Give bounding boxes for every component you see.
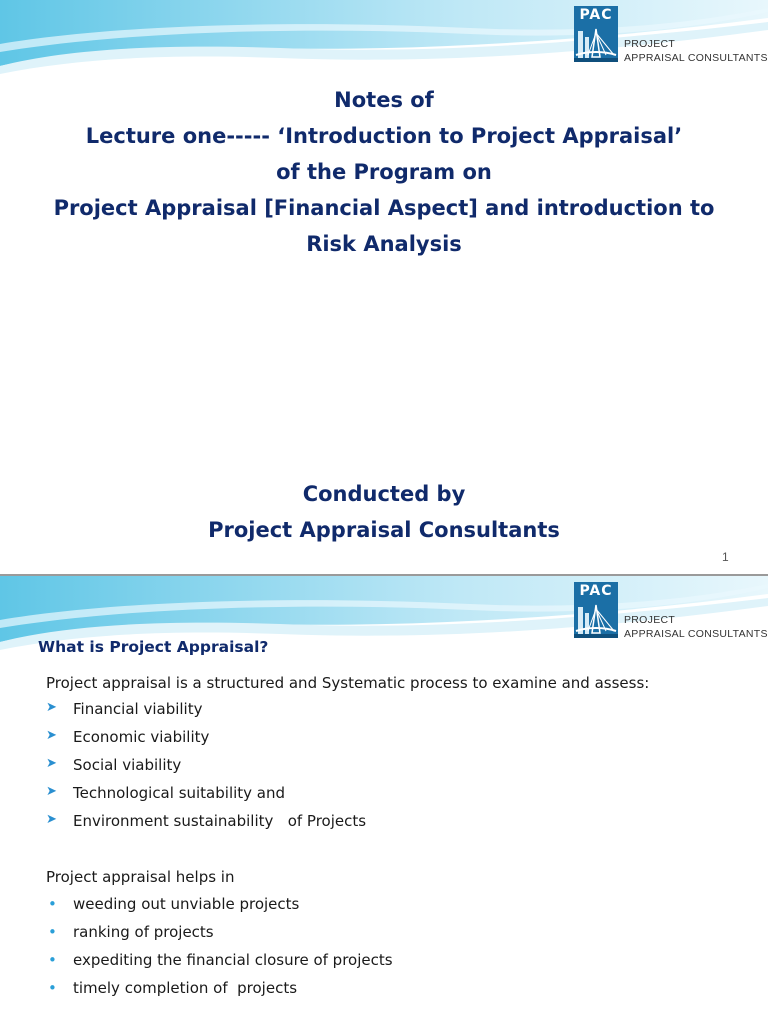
list-item-text: Economic viability (73, 728, 210, 746)
bridge-icon (574, 601, 618, 638)
pac-logo (574, 582, 768, 642)
list-item (46, 784, 286, 806)
section-heading: What is Project Appraisal? (38, 638, 269, 656)
arrow-bullet-icon: ➤ (46, 756, 57, 771)
logo-letters: PAC (579, 583, 613, 599)
list-item-text: expediting the financial closure of projects (73, 951, 393, 969)
list-item (46, 812, 367, 834)
arrow-bullet-icon: ➤ (46, 700, 57, 715)
conducted-line: Conducted by (302, 482, 466, 506)
slide-title (0, 82, 768, 262)
title-line: Risk Analysis (306, 232, 462, 256)
logo-line-1: PROJECT (624, 38, 676, 50)
title-line: Notes of (334, 88, 434, 112)
list-item (46, 756, 182, 778)
dot-bullet-icon: • (48, 895, 57, 913)
logo-box (574, 582, 618, 638)
list-item-text: Environment sustainability of Projects (73, 812, 367, 830)
list-item (46, 979, 298, 1001)
dot-bullet-icon: • (48, 923, 57, 941)
page-number: 1 (722, 550, 729, 564)
title-line: Project Appraisal [Financial Aspect] and introduction to (53, 196, 715, 220)
dot-bullet-icon: • (48, 979, 57, 997)
list-item (46, 895, 300, 917)
helps-intro-text: Project appraisal helps in (46, 868, 235, 886)
list-item-text: timely completion of projects (73, 979, 298, 997)
logo-line-2: APPRAISAL CONSULTANTS (624, 52, 768, 64)
arrow-bullet-icon: ➤ (46, 728, 57, 743)
list-item (46, 700, 203, 722)
pac-logo (574, 6, 768, 66)
logo-letters: PAC (579, 7, 613, 23)
dot-bullet-icon: • (48, 951, 57, 969)
list-item-text: Social viability (73, 756, 182, 774)
list-item (46, 951, 393, 973)
arrow-bullet-icon: ➤ (46, 812, 57, 827)
intro-text: Project appraisal is a structured and Systematic process to examine and assess: (46, 674, 650, 692)
bridge-icon (574, 25, 618, 62)
logo-line-1: PROJECT (624, 614, 676, 626)
list-item-text: ranking of projects (73, 923, 214, 941)
list-item (46, 923, 214, 945)
list-item (46, 728, 210, 750)
title-line: Lecture one----- ‘Introduction to Project Appraisal’ (85, 124, 683, 148)
list-item-text: Financial viability (73, 700, 203, 718)
title-line: of the Program on (276, 160, 492, 184)
list-item-text: weeding out unviable projects (73, 895, 300, 913)
logo-box (574, 6, 618, 62)
slide-2 (0, 576, 768, 1024)
list-item-text: Technological suitability and (73, 784, 286, 802)
conducted-line: Project Appraisal Consultants (208, 518, 560, 542)
logo-line-2: APPRAISAL CONSULTANTS (624, 628, 768, 640)
arrow-bullet-icon: ➤ (46, 784, 57, 799)
conducted-by (0, 476, 768, 548)
